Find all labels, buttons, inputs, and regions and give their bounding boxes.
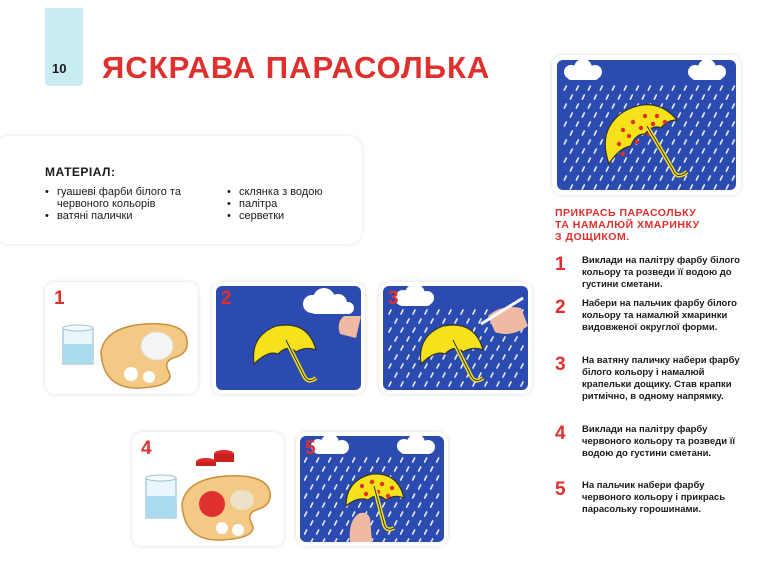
material-item: • ватяні палички bbox=[45, 210, 205, 222]
material-item: • серветки bbox=[227, 210, 367, 222]
step-number: 1 bbox=[54, 288, 65, 309]
paint-jars-icon bbox=[196, 450, 234, 466]
cloud-icon bbox=[397, 436, 435, 454]
cloud-icon bbox=[311, 436, 349, 454]
cloud-icon bbox=[688, 60, 726, 80]
step-number: 2 bbox=[221, 288, 232, 309]
material-item: • гуашеві фарби білого та червоного кольорів bbox=[45, 186, 205, 210]
cloud-icon bbox=[564, 60, 602, 80]
instruction-number: 4 bbox=[555, 423, 566, 444]
title-line: ПРИКРАСЬ ПАРАСОЛЬКУ bbox=[555, 207, 697, 219]
step-4-illustration bbox=[132, 432, 284, 546]
step-number: 5 bbox=[305, 438, 316, 459]
title-line: ТА НАМАЛЮЙ ХМАРИНКУ bbox=[555, 219, 700, 231]
palette-icon bbox=[182, 476, 270, 540]
step-card-2 bbox=[212, 282, 365, 394]
instruction-text: На пальчик набери фарбу червоного кольору і прикрась парасольку горошинами. bbox=[582, 480, 726, 515]
title-line: З ДОЩИКОМ. bbox=[555, 231, 630, 243]
water-glass-icon bbox=[63, 325, 93, 364]
finished-illustration bbox=[557, 60, 736, 190]
materials-heading: МАТЕРІАЛ: bbox=[45, 165, 116, 179]
instruction-number: 3 bbox=[555, 354, 566, 375]
materials-list-left bbox=[45, 186, 205, 222]
step-2-illustration bbox=[216, 286, 361, 390]
cloud-icon bbox=[303, 288, 354, 314]
step-1-illustration bbox=[45, 282, 198, 394]
step-3-illustration bbox=[383, 286, 528, 390]
material-item: • склянка з водою bbox=[227, 186, 367, 198]
instruction-text: На ватяну паличку набери фарбу білого кольору і намалюй крапельки дощику. Став крапки ритмічно, в одному напрямку. bbox=[582, 355, 740, 402]
finger-icon bbox=[339, 316, 361, 338]
step-card-4 bbox=[132, 432, 284, 546]
step-5-illustration bbox=[300, 436, 444, 542]
hand-with-cotton-swab-icon bbox=[481, 298, 528, 334]
page-number: 10 bbox=[52, 61, 67, 76]
palette-icon bbox=[101, 324, 187, 388]
instruction-text: Виклади на палітру фарбу білого кольору та розведи її водою до густини сметани. bbox=[582, 255, 740, 290]
instruction-text: Набери на пальчик фарбу білого кольору та намалюй хмаринки видовженої округлої форми. bbox=[582, 298, 737, 333]
umbrella-icon bbox=[420, 325, 483, 381]
step-card-3 bbox=[379, 282, 532, 394]
finger-icon bbox=[350, 513, 372, 542]
rain-drops bbox=[564, 86, 734, 189]
rain-drops bbox=[305, 458, 439, 542]
water-glass-icon bbox=[146, 475, 176, 518]
step-number: 3 bbox=[388, 288, 399, 309]
instruction-number: 2 bbox=[555, 297, 566, 318]
instruction-number: 1 bbox=[555, 254, 566, 275]
finished-picture-card bbox=[552, 55, 741, 195]
instruction-text: Виклади на палітру фарбу червоного кольору та розведи її водою до густини сметани. bbox=[582, 424, 736, 459]
umbrella-icon bbox=[253, 325, 316, 381]
step-number: 4 bbox=[141, 438, 152, 459]
instruction-number: 5 bbox=[555, 479, 566, 500]
instructions-title bbox=[555, 207, 700, 243]
materials-list-right bbox=[227, 186, 367, 222]
material-item: • палітра bbox=[227, 198, 367, 210]
cloud-icon bbox=[395, 286, 434, 306]
step-card-1 bbox=[45, 282, 198, 394]
page-title: ЯСКРАВА ПАРАСОЛЬКА bbox=[102, 50, 491, 85]
step-card-5 bbox=[296, 432, 448, 546]
